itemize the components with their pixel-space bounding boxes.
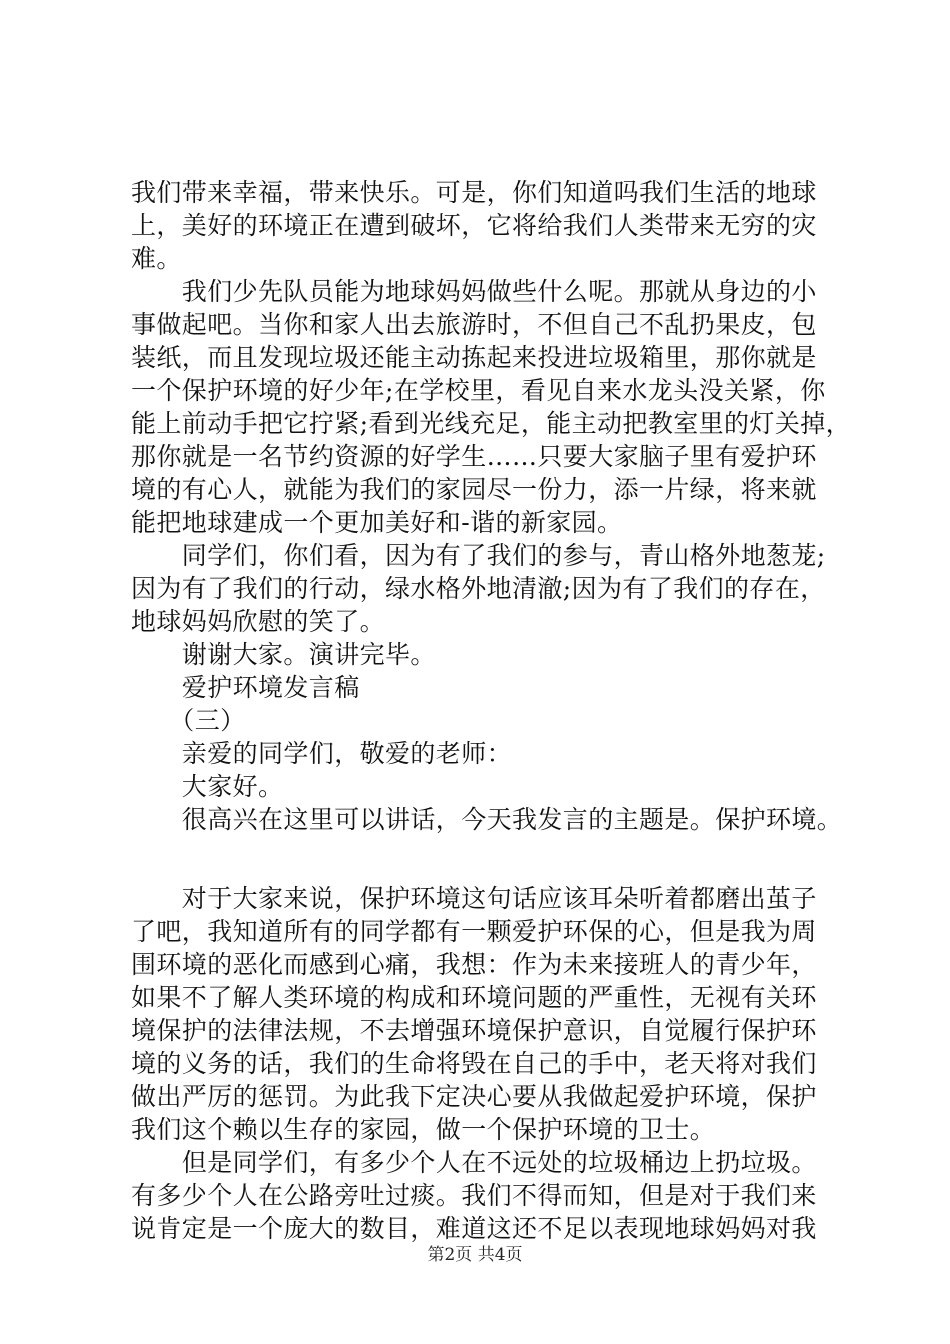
page-number: 第2页 共4页: [427, 1245, 523, 1265]
text-line: 很高兴在这里可以讲话，今天我发言的主题是。保护环境。: [131, 805, 843, 834]
text-line: 了吧，我知道所有的同学都有一颗爱护环保的心，但是我为周: [131, 917, 817, 946]
text-line: 地球妈妈欣慰的笑了。: [131, 607, 386, 636]
text-line: 谢谢大家。演讲完毕。: [131, 640, 436, 669]
text-line: 有多少个人在公路旁吐过痰。我们不得而知，但是对于我们来: [131, 1181, 817, 1210]
text-line: 对于大家来说，保护环境这句话应该耳朵听着都磨出茧子: [131, 884, 817, 913]
text-line: 事做起吧。当你和家人出去旅游时，不但自己不乱扔果皮，包: [131, 310, 817, 339]
text-line: 能上前动手把它拧紧;看到光线充足，能主动把教室里的灯关掉，: [131, 409, 852, 438]
text-line: 一个保护环境的好少年;在学校里，看见自来水龙头没关紧，你: [131, 376, 826, 405]
text-line: 做出严厉的惩罚。为此我下定决心要从我做起爱护环境，保护: [131, 1082, 817, 1111]
text-line: 大家好。: [131, 772, 284, 801]
text-line: 能把地球建成一个更加美好和-谐的新家园。: [131, 508, 623, 537]
text-line: 但是同学们，有多少个人在不远处的垃圾桶边上扔垃圾。: [131, 1148, 817, 1177]
text-line: 围环境的恶化而感到心痛，我想：作为未来接班人的青少年，: [131, 950, 817, 979]
text-line: 说肯定是一个庞大的数目，难道这还不足以表现地球妈妈对我: [131, 1214, 817, 1243]
section-number: （三）: [131, 706, 246, 735]
text-line: 境的义务的话，我们的生命将毁在自己的手中，老天将对我们: [131, 1049, 817, 1078]
text-line: 我们少先队员能为地球妈妈做些什么呢。那就从身边的小: [131, 277, 817, 306]
text-line: 如果不了解人类环境的构成和环境问题的严重性，无视有关环: [131, 983, 817, 1012]
text-line: 同学们，你们看，因为有了我们的参与，青山格外地葱茏;: [131, 541, 826, 570]
text-line: 亲爱的同学们，敬爱的老师：: [131, 739, 513, 768]
text-line: 我们这个赖以生存的家园，做一个保护环境的卫士。: [131, 1115, 716, 1144]
text-line: 境的有心人，就能为我们的家园尽一份力，添一片绿，将来就: [131, 475, 817, 504]
text-line: 境保护的法律法规，不去增强环境保护意识，自觉履行保护环: [131, 1016, 817, 1045]
text-line: 那你就是一名节约资源的好学生……只要大家脑子里有爱护环: [131, 442, 817, 471]
text-line: 上，美好的环境正在遭到破坏，它将给我们人类带来无穷的灾: [131, 211, 817, 240]
section-title: 爱护环境发言稿: [131, 673, 360, 702]
text-line: 因为有了我们的行动，绿水格外地清澈;因为有了我们的存在，: [131, 574, 826, 603]
text-line: 我们带来幸福，带来快乐。可是，你们知道吗我们生活的地球: [131, 178, 817, 207]
text-line: 难。: [131, 244, 182, 273]
text-line: 装纸，而且发现垃圾还能主动拣起来投进垃圾箱里，那你就是: [131, 343, 817, 372]
